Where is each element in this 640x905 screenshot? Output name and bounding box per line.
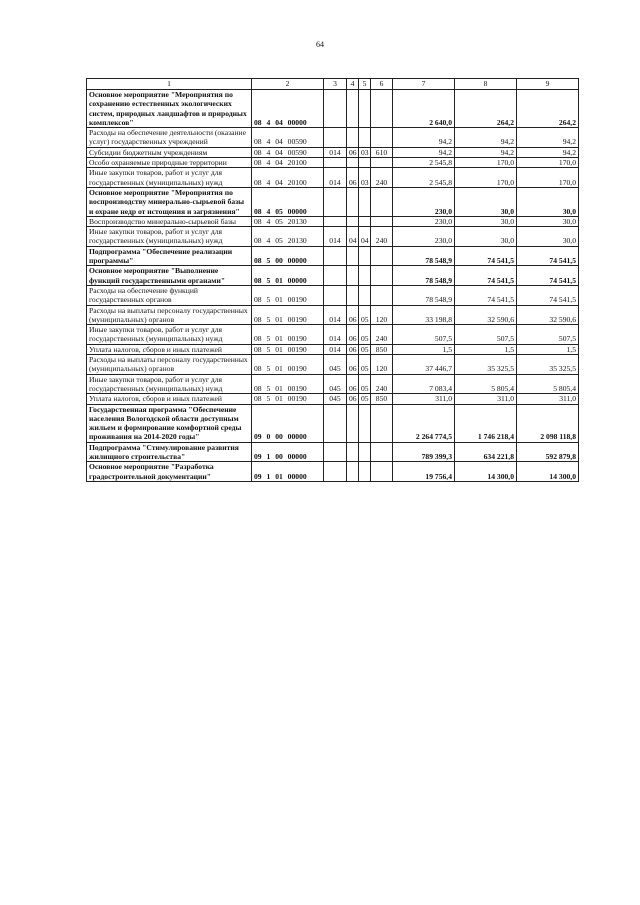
amount-year1-cell: 78 548,9 bbox=[393, 285, 455, 305]
program-code-cell: 08 4 04 20100 bbox=[252, 158, 324, 168]
amount-year2-cell: 14 300,0 bbox=[455, 462, 517, 482]
section-code-cell bbox=[347, 246, 359, 266]
expense-type-cell bbox=[371, 462, 393, 482]
amount-year1-cell: 2 545,8 bbox=[393, 168, 455, 188]
column-header: 8 bbox=[455, 79, 517, 90]
amount-year1-cell: 2 545,8 bbox=[393, 158, 455, 168]
expense-type-cell bbox=[371, 90, 393, 128]
amount-year3-cell: 94,2 bbox=[517, 147, 579, 157]
amount-year1-cell: 37 446,7 bbox=[393, 355, 455, 375]
ministry-code-cell bbox=[324, 404, 347, 442]
section-code-cell bbox=[347, 128, 359, 148]
ministry-code-cell bbox=[324, 266, 347, 286]
program-code-cell: 08 4 04 20100 bbox=[252, 168, 324, 188]
ministry-code-cell: 014 bbox=[324, 344, 347, 354]
row-name-cell: Воспроизводство минерально-сырьевой базы bbox=[87, 216, 252, 226]
ministry-code-cell: 014 bbox=[324, 325, 347, 345]
section-code-cell bbox=[347, 285, 359, 305]
amount-year2-cell: 35 325,5 bbox=[455, 355, 517, 375]
subsection-code-cell: 05 bbox=[359, 355, 371, 375]
row-name-cell: Иные закупки товаров, работ и услуг для государственных (муниципальных) нужд bbox=[87, 227, 252, 247]
expense-type-cell bbox=[371, 187, 393, 216]
expense-type-cell bbox=[371, 285, 393, 305]
expense-type-cell bbox=[371, 158, 393, 168]
section-code-cell: 06 bbox=[347, 344, 359, 354]
expense-type-cell: 240 bbox=[371, 325, 393, 345]
ministry-code-cell bbox=[324, 158, 347, 168]
program-code-cell: 08 4 04 00590 bbox=[252, 128, 324, 148]
table-row bbox=[87, 305, 579, 325]
program-code-cell: 08 4 04 00000 bbox=[252, 90, 324, 128]
table-row bbox=[87, 168, 579, 188]
amount-year2-cell: 170,0 bbox=[455, 158, 517, 168]
program-code-cell: 09 0 00 00000 bbox=[252, 404, 324, 442]
amount-year3-cell: 311,0 bbox=[517, 394, 579, 404]
program-code-cell: 08 5 01 00000 bbox=[252, 266, 324, 286]
amount-year3-cell: 592 879,8 bbox=[517, 442, 579, 462]
program-code-cell: 08 5 01 00190 bbox=[252, 355, 324, 375]
amount-year1-cell: 2 264 774,5 bbox=[393, 404, 455, 442]
ministry-code-cell bbox=[324, 90, 347, 128]
row-name-cell: Расходы на выплаты персоналу государственных (муниципальных) органов bbox=[87, 355, 252, 375]
subsection-code-cell bbox=[359, 158, 371, 168]
subsection-code-cell: 05 bbox=[359, 374, 371, 394]
amount-year2-cell: 170,0 bbox=[455, 168, 517, 188]
amount-year1-cell: 230,0 bbox=[393, 187, 455, 216]
row-name-cell: Особо охраняемые природные территории bbox=[87, 158, 252, 168]
expense-type-cell bbox=[371, 246, 393, 266]
column-header: 5 bbox=[359, 79, 371, 90]
amount-year3-cell: 170,0 bbox=[517, 168, 579, 188]
ministry-code-cell: 045 bbox=[324, 374, 347, 394]
table-row bbox=[87, 404, 579, 442]
program-code-cell: 08 5 01 00190 bbox=[252, 374, 324, 394]
section-code-cell bbox=[347, 187, 359, 216]
section-code-cell bbox=[347, 90, 359, 128]
section-code-cell: 06 bbox=[347, 394, 359, 404]
program-code-cell: 08 5 01 00190 bbox=[252, 325, 324, 345]
subsection-code-cell bbox=[359, 266, 371, 286]
subsection-code-cell bbox=[359, 187, 371, 216]
table-row bbox=[87, 216, 579, 226]
row-name-cell: Расходы на обеспечение деятельности (оказание услуг) государственных учреждений bbox=[87, 128, 252, 148]
ministry-code-cell bbox=[324, 462, 347, 482]
amount-year3-cell: 30,0 bbox=[517, 227, 579, 247]
row-name-cell: Основное мероприятие "Разработка градостроительной документации" bbox=[87, 462, 252, 482]
table-row bbox=[87, 227, 579, 247]
column-header: 4 bbox=[347, 79, 359, 90]
column-header: 9 bbox=[517, 79, 579, 90]
table-row bbox=[87, 374, 579, 394]
amount-year1-cell: 230,0 bbox=[393, 216, 455, 226]
ministry-code-cell bbox=[324, 442, 347, 462]
row-name-cell: Иные закупки товаров, работ и услуг для государственных (муниципальных) нужд bbox=[87, 374, 252, 394]
ministry-code-cell bbox=[324, 246, 347, 266]
table-row bbox=[87, 246, 579, 266]
amount-year2-cell: 1 746 218,4 bbox=[455, 404, 517, 442]
subsection-code-cell bbox=[359, 442, 371, 462]
table-row bbox=[87, 325, 579, 345]
amount-year1-cell: 94,2 bbox=[393, 147, 455, 157]
amount-year1-cell: 78 548,9 bbox=[393, 246, 455, 266]
subsection-code-cell bbox=[359, 128, 371, 148]
table-row bbox=[87, 147, 579, 157]
amount-year2-cell: 264,2 bbox=[455, 90, 517, 128]
ministry-code-cell bbox=[324, 187, 347, 216]
section-code-cell bbox=[347, 462, 359, 482]
subsection-code-cell bbox=[359, 462, 371, 482]
program-code-cell: 09 1 01 00000 bbox=[252, 462, 324, 482]
program-code-cell: 08 4 05 20130 bbox=[252, 227, 324, 247]
subsection-code-cell bbox=[359, 246, 371, 266]
section-code-cell: 06 bbox=[347, 305, 359, 325]
subsection-code-cell: 05 bbox=[359, 325, 371, 345]
program-code-cell: 08 5 01 00190 bbox=[252, 305, 324, 325]
column-header: 7 bbox=[393, 79, 455, 90]
amount-year1-cell: 789 399,3 bbox=[393, 442, 455, 462]
ministry-code-cell: 045 bbox=[324, 394, 347, 404]
expense-type-cell bbox=[371, 266, 393, 286]
amount-year3-cell: 30,0 bbox=[517, 216, 579, 226]
section-code-cell: 06 bbox=[347, 374, 359, 394]
subsection-code-cell: 05 bbox=[359, 394, 371, 404]
section-code-cell bbox=[347, 266, 359, 286]
amount-year1-cell: 507,5 bbox=[393, 325, 455, 345]
row-name-cell: Государственная программа "Обеспечение населения Вологодской области доступным жильем и формирование комфортной среды проживания на 2014-2020 годы" bbox=[87, 404, 252, 442]
amount-year3-cell: 1,5 bbox=[517, 344, 579, 354]
amount-year1-cell: 230,0 bbox=[393, 227, 455, 247]
expense-type-cell: 850 bbox=[371, 344, 393, 354]
column-header: 3 bbox=[324, 79, 347, 90]
amount-year3-cell: 170,0 bbox=[517, 158, 579, 168]
header-row bbox=[87, 79, 579, 90]
expense-type-cell: 240 bbox=[371, 374, 393, 394]
subsection-code-cell bbox=[359, 90, 371, 128]
amount-year3-cell: 32 590,6 bbox=[517, 305, 579, 325]
subsection-code-cell bbox=[359, 216, 371, 226]
ministry-code-cell: 014 bbox=[324, 168, 347, 188]
subsection-code-cell bbox=[359, 285, 371, 305]
expense-type-cell: 240 bbox=[371, 227, 393, 247]
amount-year1-cell: 2 640,0 bbox=[393, 90, 455, 128]
program-code-cell: 09 1 00 00000 bbox=[252, 442, 324, 462]
subsection-code-cell: 05 bbox=[359, 344, 371, 354]
section-code-cell bbox=[347, 404, 359, 442]
expense-type-cell bbox=[371, 216, 393, 226]
row-name-cell: Подпрограмма "Стимулирование развития жилищного строительства" bbox=[87, 442, 252, 462]
section-code-cell bbox=[347, 216, 359, 226]
amount-year1-cell: 7 083,4 bbox=[393, 374, 455, 394]
table-row bbox=[87, 442, 579, 462]
amount-year2-cell: 634 221,8 bbox=[455, 442, 517, 462]
section-code-cell: 06 bbox=[347, 147, 359, 157]
table-body bbox=[87, 90, 579, 482]
program-code-cell: 08 5 00 00000 bbox=[252, 246, 324, 266]
column-header: 1 bbox=[87, 79, 252, 90]
ministry-code-cell bbox=[324, 128, 347, 148]
ministry-code-cell: 014 bbox=[324, 147, 347, 157]
amount-year2-cell: 30,0 bbox=[455, 216, 517, 226]
amount-year1-cell: 311,0 bbox=[393, 394, 455, 404]
amount-year2-cell: 74 541,5 bbox=[455, 246, 517, 266]
subsection-code-cell: 03 bbox=[359, 147, 371, 157]
table-row bbox=[87, 355, 579, 375]
amount-year2-cell: 507,5 bbox=[455, 325, 517, 345]
amount-year3-cell: 14 300,0 bbox=[517, 462, 579, 482]
section-code-cell: 06 bbox=[347, 325, 359, 345]
ministry-code-cell: 045 bbox=[324, 355, 347, 375]
program-code-cell: 08 5 01 00190 bbox=[252, 344, 324, 354]
expense-type-cell: 610 bbox=[371, 147, 393, 157]
expense-type-cell: 120 bbox=[371, 305, 393, 325]
amount-year2-cell: 1,5 bbox=[455, 344, 517, 354]
amount-year2-cell: 5 805,4 bbox=[455, 374, 517, 394]
table-row bbox=[87, 344, 579, 354]
row-name-cell: Подпрограмма "Обеспечение реализации программы" bbox=[87, 246, 252, 266]
amount-year3-cell: 2 098 118,8 bbox=[517, 404, 579, 442]
section-code-cell: 06 bbox=[347, 168, 359, 188]
table-row bbox=[87, 394, 579, 404]
table-row bbox=[87, 187, 579, 216]
table-row bbox=[87, 462, 579, 482]
section-code-cell: 06 bbox=[347, 355, 359, 375]
expense-type-cell bbox=[371, 442, 393, 462]
row-name-cell: Расходы на выплаты персоналу государственных (муниципальных) органов bbox=[87, 305, 252, 325]
section-code-cell bbox=[347, 158, 359, 168]
amount-year1-cell: 19 756,4 bbox=[393, 462, 455, 482]
subsection-code-cell: 05 bbox=[359, 305, 371, 325]
amount-year1-cell: 94,2 bbox=[393, 128, 455, 148]
expense-type-cell: 120 bbox=[371, 355, 393, 375]
row-name-cell: Расходы на обеспечение функций государственных органов bbox=[87, 285, 252, 305]
table-row bbox=[87, 128, 579, 148]
section-code-cell bbox=[347, 442, 359, 462]
ministry-code-cell bbox=[324, 216, 347, 226]
row-name-cell: Уплата налогов, сборов и иных платежей bbox=[87, 344, 252, 354]
amount-year2-cell: 311,0 bbox=[455, 394, 517, 404]
table-row bbox=[87, 90, 579, 128]
amount-year3-cell: 94,2 bbox=[517, 128, 579, 148]
row-name-cell: Основное мероприятие "Мероприятия по воспроизводству минерально-сырьевой базы и охране недр от истощения и загрязнения" bbox=[87, 187, 252, 216]
row-name-cell: Иные закупки товаров, работ и услуг для государственных (муниципальных) нужд bbox=[87, 325, 252, 345]
amount-year3-cell: 5 805,4 bbox=[517, 374, 579, 394]
section-code-cell: 04 bbox=[347, 227, 359, 247]
program-code-cell: 08 4 05 00000 bbox=[252, 187, 324, 216]
amount-year3-cell: 74 541,5 bbox=[517, 266, 579, 286]
budget-table bbox=[86, 78, 579, 482]
amount-year2-cell: 94,2 bbox=[455, 128, 517, 148]
amount-year2-cell: 74 541,5 bbox=[455, 285, 517, 305]
amount-year3-cell: 264,2 bbox=[517, 90, 579, 128]
expense-type-cell bbox=[371, 404, 393, 442]
amount-year3-cell: 74 541,5 bbox=[517, 246, 579, 266]
amount-year3-cell: 74 541,5 bbox=[517, 285, 579, 305]
row-name-cell: Основное мероприятие "Выполнение функций государственными органами" bbox=[87, 266, 252, 286]
ministry-code-cell: 014 bbox=[324, 305, 347, 325]
amount-year2-cell: 74 541,5 bbox=[455, 266, 517, 286]
row-name-cell: Уплата налогов, сборов и иных платежей bbox=[87, 394, 252, 404]
program-code-cell: 08 5 01 00190 bbox=[252, 285, 324, 305]
column-header: 2 bbox=[252, 79, 324, 90]
program-code-cell: 08 4 05 20130 bbox=[252, 216, 324, 226]
table-row bbox=[87, 285, 579, 305]
expense-type-cell: 850 bbox=[371, 394, 393, 404]
amount-year2-cell: 30,0 bbox=[455, 187, 517, 216]
program-code-cell: 08 4 04 00590 bbox=[252, 147, 324, 157]
table-row bbox=[87, 158, 579, 168]
ministry-code-cell bbox=[324, 285, 347, 305]
ministry-code-cell: 014 bbox=[324, 227, 347, 247]
amount-year1-cell: 1,5 bbox=[393, 344, 455, 354]
amount-year2-cell: 94,2 bbox=[455, 147, 517, 157]
table-row bbox=[87, 266, 579, 286]
row-name-cell: Иные закупки товаров, работ и услуг для государственных (муниципальных) нужд bbox=[87, 168, 252, 188]
row-name-cell: Основное мероприятие "Мероприятия по сохранению естественных экологических систем, природных ландшафтов и природных комплексов" bbox=[87, 90, 252, 128]
amount-year1-cell: 33 198,8 bbox=[393, 305, 455, 325]
page-number: 64 bbox=[316, 40, 324, 49]
subsection-code-cell: 04 bbox=[359, 227, 371, 247]
subsection-code-cell: 03 bbox=[359, 168, 371, 188]
expense-type-cell: 240 bbox=[371, 168, 393, 188]
amount-year3-cell: 30,0 bbox=[517, 187, 579, 216]
amount-year2-cell: 30,0 bbox=[455, 227, 517, 247]
amount-year3-cell: 35 325,5 bbox=[517, 355, 579, 375]
expense-type-cell bbox=[371, 128, 393, 148]
amount-year2-cell: 32 590,6 bbox=[455, 305, 517, 325]
column-header: 6 bbox=[371, 79, 393, 90]
amount-year3-cell: 507,5 bbox=[517, 325, 579, 345]
amount-year1-cell: 78 548,9 bbox=[393, 266, 455, 286]
program-code-cell: 08 5 01 00190 bbox=[252, 394, 324, 404]
subsection-code-cell bbox=[359, 404, 371, 442]
row-name-cell: Субсидии бюджетным учреждениям bbox=[87, 147, 252, 157]
